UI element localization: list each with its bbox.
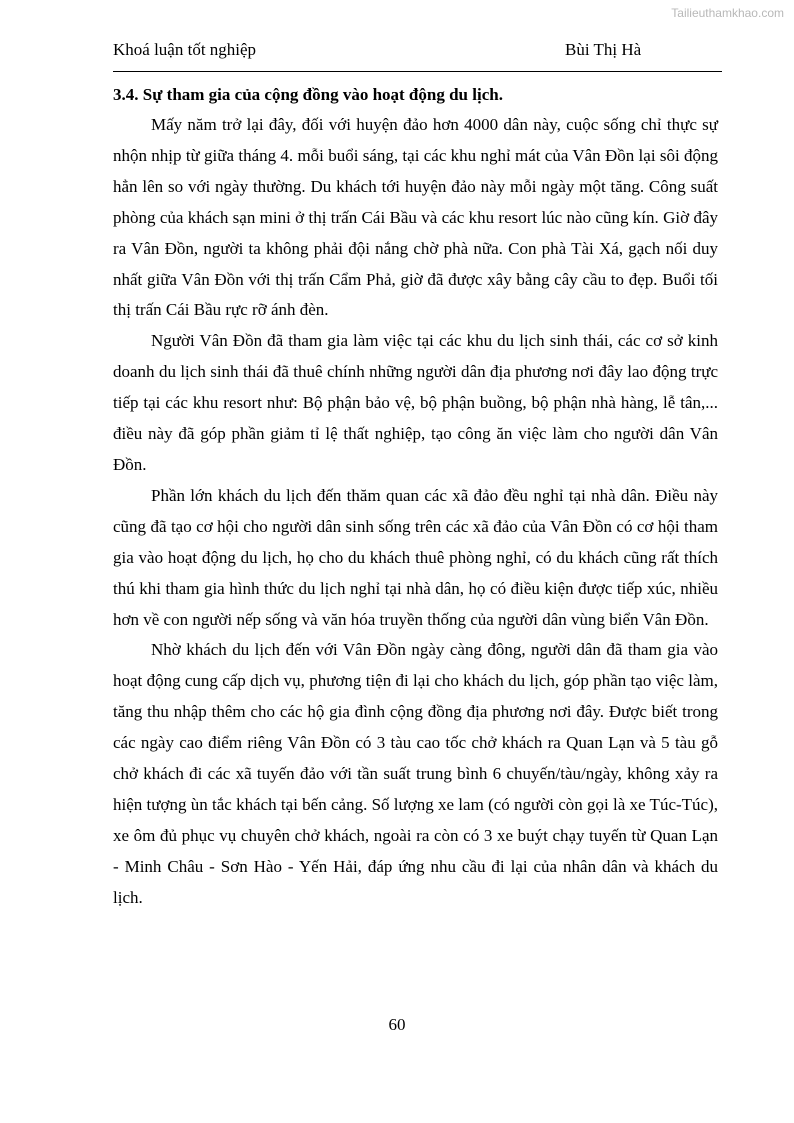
page-number: 60 — [388, 1015, 406, 1034]
page-content — [113, 80, 718, 914]
watermark: Tailieuthamkhao.com — [671, 6, 784, 20]
paragraph-4: Nhờ khách du lịch đến với Vân Đồn ngày càng đông, người dân đã tham gia vào hoạt động cung cấp dịch vụ, phương tiện đi lại cho khách du lịch, góp phần tạo việc làm, tăng thu nhập thêm cho các hộ gia đình cộng đồng địa phương nơi đây. Được biết trong các ngày cao điểm riêng Vân Đồn có 3 tàu cao tốc chở khách ra Quan Lạn và 5 tàu gỗ chở khách đi các xã tuyến đảo với tần suất trung bình 6 chuyến/tàu/ngày, không xảy ra hiện tượng ùn tắc khách tại bến cảng. Số lượng xe lam (có người còn gọi là xe Túc-Túc), xe ôm đủ phục vụ chuyên chở khách, ngoài ra còn có 3 xe buýt chạy tuyến từ Quan Lạn - Minh Châu - Sơn Hào - Yến Hải, đáp ứng nhu cầu đi lại của nhân dân và khách du lịch. — [113, 640, 718, 907]
paragraph-1: Mấy năm trở lại đây, đối với huyện đảo hơn 4000 dân này, cuộc sống chỉ thực sự nhộn nhịp từ giữa tháng 4. mỗi buổi sáng, tại các khu nghỉ mát của Vân Đồn lại sôi động hẳn lên so với ngày thường. Du khách tới huyện đảo này mỗi ngày một tăng. Công suất phòng của khách sạn mini ở thị trấn Cái Bầu và các khu resort lúc nào cũng kín. Giờ đây ra Vân Đồn, người ta không phải đội nắng chờ phà nữa. Con phà Tài Xá, gạch nối duy nhất giữa Vân Đồn với thị trấn Cẩm Phả, giờ đã được xây bằng cây cầu to đẹp. Buổi tối thị trấn Cái Bầu rực rỡ ánh đèn. — [113, 115, 718, 320]
header-document-title: Khoá luận tốt nghiệp — [113, 40, 257, 59]
header-divider — [113, 71, 722, 72]
section-title: 3.4. Sự tham gia của cộng đồng vào hoạt động du lịch. — [113, 85, 503, 104]
paragraph-3: Phần lớn khách du lịch đến thăm quan các xã đảo đều nghỉ tại nhà dân. Điều này cũng đã tạo cơ hội cho người dân sinh sống trên các xã đảo của Vân Đồn có cơ hội tham gia vào hoạt động du lịch, họ cho du khách thuê phòng nghỉ, có du khách cũng rất thích thú khi tham gia hình thức du lịch nghỉ tại nhà dân, họ có điều kiện được tiếp xúc, nhiều hơn về con người nếp sống và văn hóa truyền thống của người dân vùng biển Vân Đồn. — [113, 485, 718, 629]
paragraph-2: Người Vân Đồn đã tham gia làm việc tại các khu du lịch sinh thái, các cơ sở kinh doanh du lịch sinh thái đã thuê chính những người dân địa phương nơi đây lao động trực tiếp tại các khu resort như: Bộ phận bảo vệ, bộ phận buồng, bộ phận nhà hàng, lễ tân,... điều này đã góp phần giảm tỉ lệ thất nghiệp, tạo công ăn việc làm cho người dân Vân Đồn. — [113, 331, 718, 474]
header-author: Bùi Thị Hà — [565, 40, 642, 59]
